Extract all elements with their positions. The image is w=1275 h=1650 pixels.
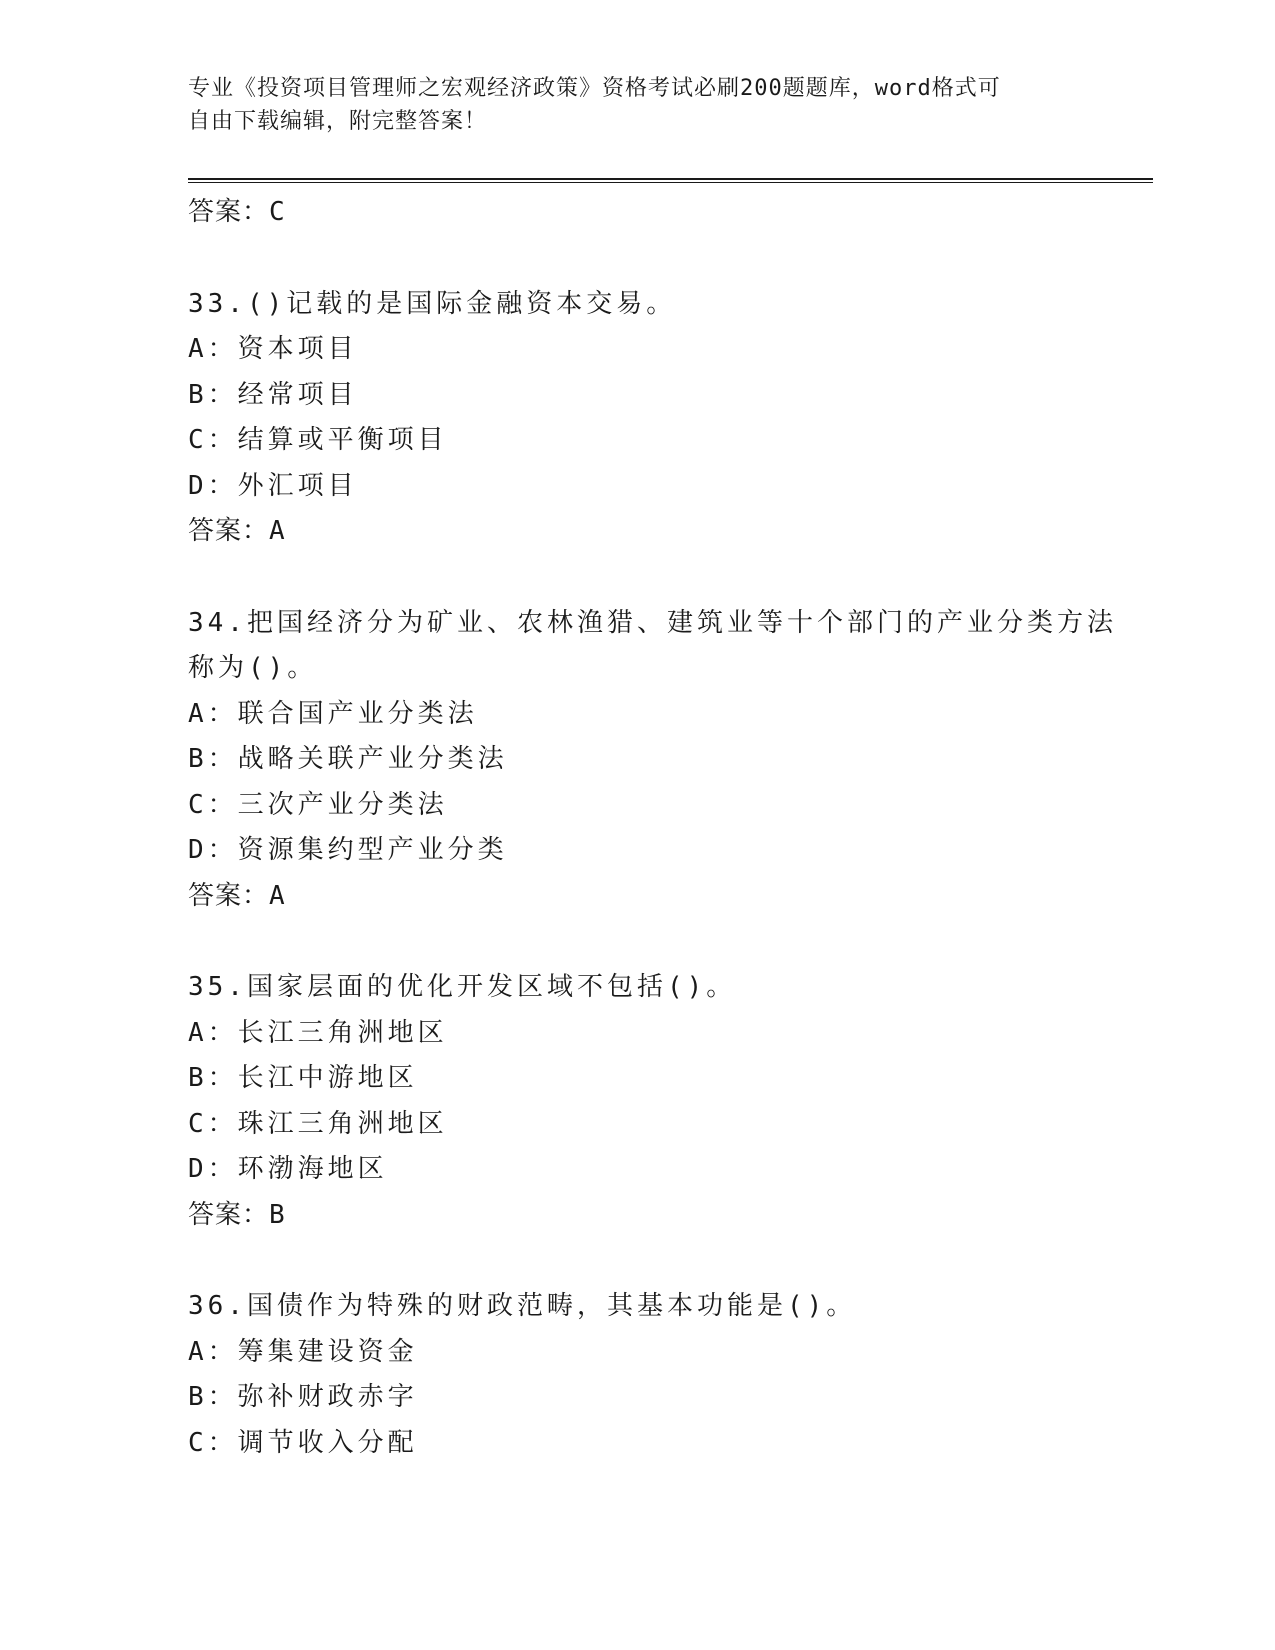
option-d: D：资源集约型产业分类	[188, 835, 508, 865]
option-b: B：经常项目	[188, 379, 358, 410]
option-b: B：弥补财政赤字	[188, 1382, 418, 1412]
option-c: C：调节收入分配	[188, 1427, 418, 1458]
option-c: C：三次产业分类法	[188, 789, 448, 820]
question-33	[188, 282, 1153, 555]
option-c: C：珠江三角洲地区	[188, 1108, 448, 1139]
option-d: D：环渤海地区	[188, 1154, 388, 1184]
option-d: D：外汇项目	[188, 470, 358, 501]
question-stem: 36.国债作为特殊的财政范畴，其基本功能是()。	[188, 1291, 857, 1321]
question-34	[188, 601, 1153, 920]
spacer	[188, 555, 1153, 601]
answer: 答案：A	[188, 880, 286, 911]
spacer	[188, 236, 1153, 282]
option-a: A：资本项目	[188, 334, 358, 364]
question-stem: 34.把国经济分为矿业、农林渔猎、建筑业等十个部门的产业分类方法	[188, 607, 1117, 638]
option-a: A：长江三角洲地区	[188, 1017, 448, 1048]
option-b: B：战略关联产业分类法	[188, 744, 508, 774]
answer: 答案：A	[188, 516, 286, 546]
header-divider	[188, 178, 1153, 183]
question-stem: 35.国家层面的优化开发区域不包括()。	[188, 972, 737, 1002]
option-c: C：结算或平衡项目	[188, 425, 448, 455]
answer: 答案：B	[188, 1199, 286, 1230]
document-body	[188, 190, 1153, 1466]
question-stem: 33.()记载的是国际金融资本交易。	[188, 288, 677, 319]
option-a: A：联合国产业分类法	[188, 698, 478, 729]
option-a: A：筹集建设资金	[188, 1336, 418, 1367]
option-b: B：长江中游地区	[188, 1063, 418, 1093]
header-line-1: 专业《投资项目管理师之宏观经济政策》资格考试必刷200题题库，word格式可	[188, 76, 1001, 101]
question-36	[188, 1284, 1153, 1466]
document-header	[188, 72, 1088, 138]
header-line-2: 自由下载编辑，附完整答案！	[188, 109, 488, 134]
question-stem-continued: 称为()。	[188, 653, 318, 683]
question-35	[188, 965, 1153, 1238]
spacer	[188, 919, 1153, 965]
previous-answer: 答案：C	[188, 197, 286, 227]
spacer	[188, 1238, 1153, 1284]
